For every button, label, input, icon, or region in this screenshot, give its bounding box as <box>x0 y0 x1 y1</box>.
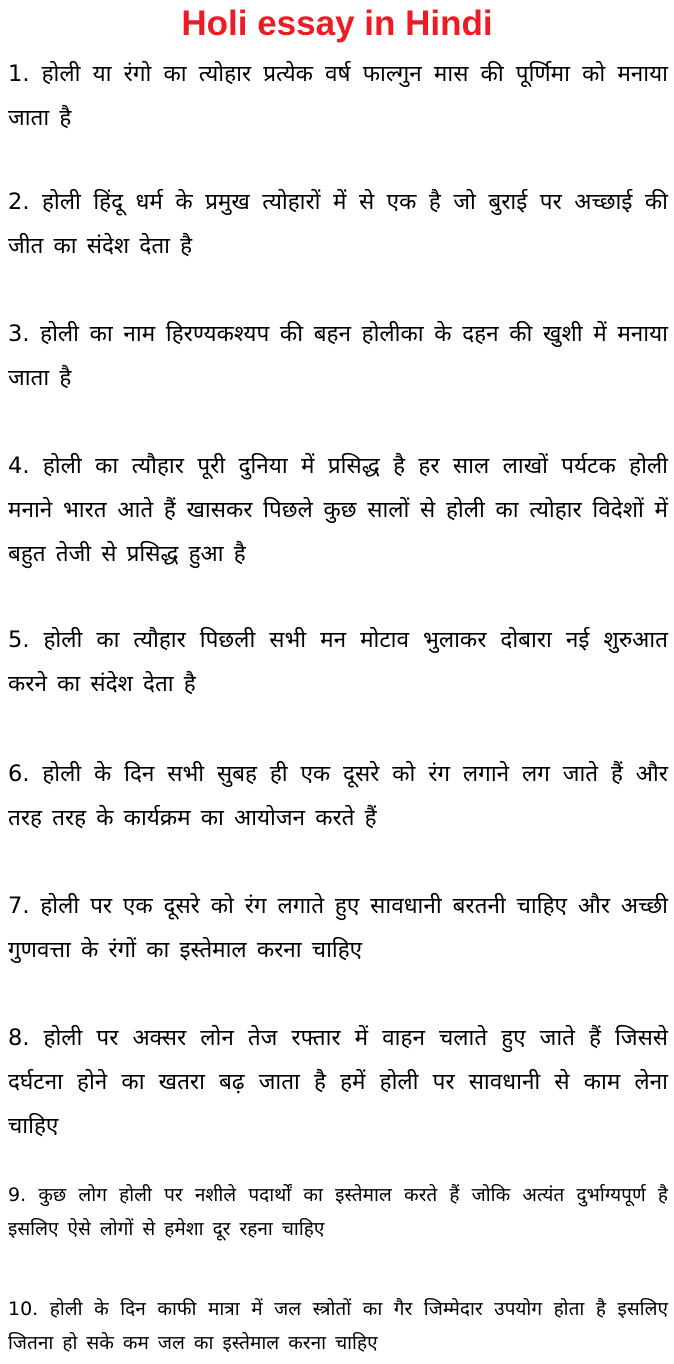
essay-point-1: 1. होली या रंगो का त्योहार प्रत्येक वर्ष फाल्गुन मास की पूर्णिमा को मनाया जाता है <box>8 61 668 131</box>
essay-point-10: 10. होली के दिन काफी मात्रा में जल स्त्रोतों का गैर जिम्मेदार उपयोग होता है इसलिए जितना हो सके कम जल का इस्तेमाल करना चाहिए <box>8 1298 668 1354</box>
essay-point-4: 4. होली का त्यौहार पूरी दुनिया में प्रसिद्ध है हर साल लाखों पर्यटक होली मनाने भारत आते हैं खासकर पिछले कुछ सालों से होली का त्योहार विदेशों में बहुत तेजी से प्रसिद्ध हुआ है <box>8 453 668 567</box>
essay-point-9: 9. कुछ लोग होली पर नशीले पदार्थों का इस्तेमाल करते हैं जोकि अत्यंत दुर्भाग्यपूर्ण है इसलिए ऐसे लोगों से हमेशा दूर रहना चाहिए <box>8 1184 668 1240</box>
page-title: Holi essay in Hindi <box>181 4 493 43</box>
essay-point-8: 8. होली पर अक्सर लोन तेज रफ्तार में वाहन चलाते हुए जाते हैं जिससे दर्घटना होने का खतरा बढ़ जाता है हमें होली पर सावधानी से काम लेना चाहिए <box>8 1025 668 1139</box>
essay-point-5: 5. होली का त्यौहार पिछली सभी मन मोटाव भुलाकर दोबारा नई शुरुआत करने का संदेश देता है <box>8 627 668 697</box>
essay-point-3: 3. होली का नाम हिरण्यकश्यप की बहन होलीका के दहन की खुशी में मनाया जाता है <box>8 321 668 391</box>
essay-point-2: 2. होली हिंदू धर्म के प्रमुख त्योहारों में से एक है जो बुराई पर अच्छाई की जीत का संदेश देता है <box>8 189 668 259</box>
essay-point-7: 7. होली पर एक दूसरे को रंग लगाते हुए सावधानी बरतनी चाहिए और अच्छी गुणवत्ता के रंगों का इस्तेमाल करना चाहिए <box>8 893 668 963</box>
essay-point-6: 6. होली के दिन सभी सुबह ही एक दूसरे को रंग लगाने लग जाते हैं और तरह तरह के कार्यक्रम का आयोजन करते हैं <box>8 761 668 831</box>
